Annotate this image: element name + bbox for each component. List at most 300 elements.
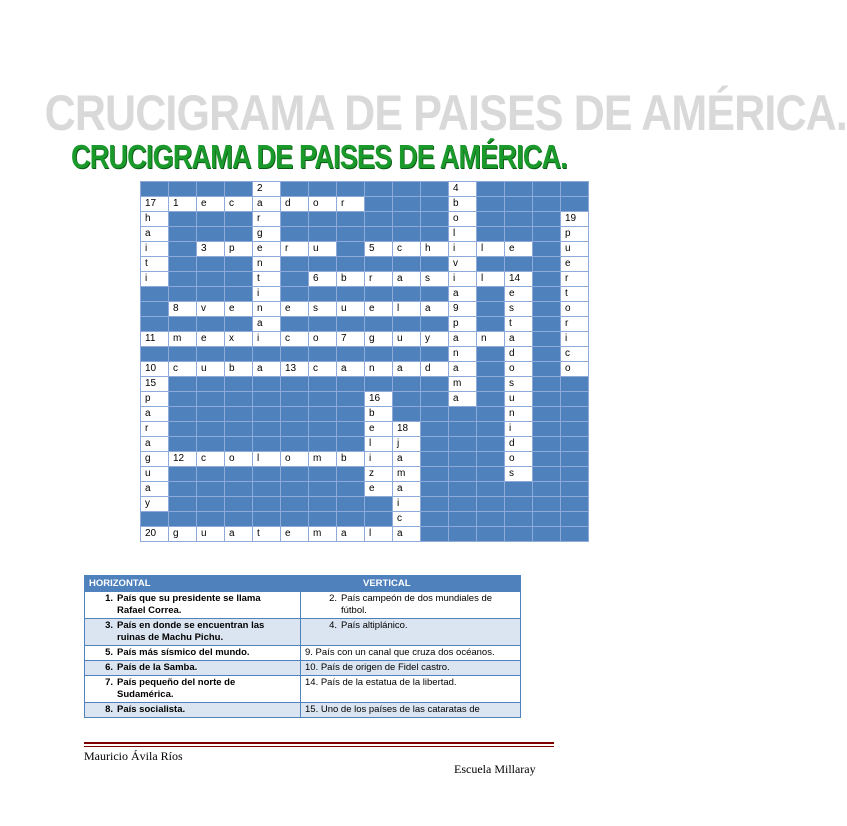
grid-cell	[253, 467, 281, 482]
clue-text: 14. País de la estatua de la libertad.	[305, 677, 457, 688]
grid-cell: 20	[141, 527, 169, 542]
grid-cell	[337, 212, 365, 227]
grid-row	[141, 212, 589, 227]
grid-cell	[253, 422, 281, 437]
grid-cell	[309, 347, 337, 362]
horizontal-clue	[85, 646, 301, 661]
grid-cell: 16	[365, 392, 393, 407]
grid-cell	[505, 212, 533, 227]
grid-cell: h	[141, 212, 169, 227]
grid-cell: 3	[197, 242, 225, 257]
grid-cell: g	[169, 527, 197, 542]
grid-row	[141, 392, 589, 407]
grid-cell: e	[197, 197, 225, 212]
grid-cell	[337, 317, 365, 332]
grid-cell	[197, 347, 225, 362]
grid-cell: s	[309, 302, 337, 317]
grid-cell	[505, 257, 533, 272]
grid-row	[141, 287, 589, 302]
grid-cell: i	[505, 422, 533, 437]
grid-row	[141, 482, 589, 497]
grid-cell: y	[421, 332, 449, 347]
grid-cell	[533, 467, 561, 482]
grid-cell: p	[225, 242, 253, 257]
grid-cell: 8	[169, 302, 197, 317]
footer-rule	[84, 742, 554, 744]
horizontal-clue	[85, 676, 301, 703]
grid-cell: y	[141, 497, 169, 512]
clue-text: País campeón de dos mundiales de fútbol.	[341, 593, 493, 616]
grid-cell: a	[449, 287, 477, 302]
grid-cell	[393, 227, 421, 242]
grid-cell: d	[505, 437, 533, 452]
grid-cell	[421, 377, 449, 392]
clue-number: 1.	[105, 593, 113, 604]
grid-cell	[309, 182, 337, 197]
grid-cell	[309, 512, 337, 527]
grid-cell	[561, 527, 589, 542]
grid-cell	[449, 437, 477, 452]
grid-cell: a	[421, 302, 449, 317]
vertical-clue	[301, 661, 521, 676]
grid-cell	[309, 227, 337, 242]
grid-cell	[393, 407, 421, 422]
grid-cell: o	[449, 212, 477, 227]
grid-cell	[253, 512, 281, 527]
grid-cell	[309, 377, 337, 392]
clue-text: País de la Samba.	[117, 662, 198, 673]
grid-cell: a	[505, 332, 533, 347]
grid-cell	[533, 272, 561, 287]
grid-row	[141, 347, 589, 362]
grid-cell: i	[141, 242, 169, 257]
grid-cell	[309, 257, 337, 272]
grid-cell	[365, 197, 393, 212]
grid-cell	[309, 497, 337, 512]
grid-cell	[365, 182, 393, 197]
crossword-grid	[140, 181, 589, 542]
grid-cell: i	[365, 452, 393, 467]
vertical-clue	[301, 592, 521, 619]
grid-cell: n	[449, 347, 477, 362]
grid-cell	[505, 512, 533, 527]
grid-cell	[225, 347, 253, 362]
grid-cell	[449, 512, 477, 527]
grid-cell: e	[281, 527, 309, 542]
grid-cell	[561, 482, 589, 497]
grid-cell: t	[253, 272, 281, 287]
grid-cell	[337, 377, 365, 392]
grid-cell	[169, 182, 197, 197]
grid-cell	[225, 422, 253, 437]
grid-cell	[281, 227, 309, 242]
grid-cell	[393, 377, 421, 392]
grid-cell: m	[449, 377, 477, 392]
grid-cell	[477, 482, 505, 497]
grid-cell	[197, 407, 225, 422]
grid-cell: i	[253, 332, 281, 347]
grid-cell	[365, 317, 393, 332]
grid-cell	[421, 527, 449, 542]
grid-cell	[281, 347, 309, 362]
grid-cell	[533, 212, 561, 227]
horizontal-clue	[85, 592, 301, 619]
grid-cell: z	[365, 467, 393, 482]
grid-cell	[141, 302, 169, 317]
grid-cell: n	[365, 362, 393, 377]
grid-cell	[225, 497, 253, 512]
grid-cell: u	[197, 362, 225, 377]
grid-cell	[169, 497, 197, 512]
clue-text: País pequeño del norte de Sudamérica.	[117, 677, 236, 700]
grid-cell	[309, 392, 337, 407]
grid-cell	[533, 452, 561, 467]
grid-cell: a	[393, 527, 421, 542]
grid-cell	[421, 512, 449, 527]
grid-cell: i	[449, 272, 477, 287]
grid-cell	[309, 407, 337, 422]
grid-cell: a	[393, 362, 421, 377]
grid-cell: a	[141, 407, 169, 422]
grid-cell	[365, 377, 393, 392]
grid-cell	[421, 287, 449, 302]
grid-cell	[309, 482, 337, 497]
grid-cell: e	[365, 422, 393, 437]
clue-number: 8.	[105, 704, 113, 715]
grid-cell: u	[141, 467, 169, 482]
grid-cell: a	[141, 437, 169, 452]
grid-cell: u	[309, 242, 337, 257]
horizontal-header: HORIZONTAL	[85, 576, 301, 592]
grid-cell: o	[281, 452, 309, 467]
grid-cell: s	[505, 302, 533, 317]
vertical-clue	[301, 676, 521, 703]
grid-row	[141, 227, 589, 242]
grid-cell: o	[561, 362, 589, 377]
grid-cell: b	[225, 362, 253, 377]
grid-cell: 11	[141, 332, 169, 347]
grid-cell: 5	[365, 242, 393, 257]
grid-cell: a	[253, 317, 281, 332]
grid-cell: a	[393, 272, 421, 287]
grid-cell	[505, 227, 533, 242]
grid-cell	[421, 422, 449, 437]
grid-cell	[561, 422, 589, 437]
grid-cell	[169, 317, 197, 332]
grid-cell	[281, 467, 309, 482]
grid-cell	[141, 287, 169, 302]
grid-cell: e	[281, 302, 309, 317]
grid-cell: l	[393, 302, 421, 317]
grid-cell	[533, 497, 561, 512]
grid-cell: o	[309, 332, 337, 347]
grid-cell	[169, 437, 197, 452]
grid-row	[141, 317, 589, 332]
grid-cell	[281, 497, 309, 512]
grid-cell: o	[505, 362, 533, 377]
grid-cell	[533, 287, 561, 302]
grid-cell: e	[505, 287, 533, 302]
grid-cell: i	[393, 497, 421, 512]
grid-cell	[477, 197, 505, 212]
grid-cell	[561, 497, 589, 512]
grid-cell	[365, 497, 393, 512]
grid-cell	[365, 227, 393, 242]
grid-row	[141, 512, 589, 527]
grid-cell	[253, 497, 281, 512]
grid-cell	[169, 377, 197, 392]
grid-cell	[309, 422, 337, 437]
grid-cell	[505, 482, 533, 497]
grid-cell	[169, 287, 197, 302]
grid-cell	[365, 287, 393, 302]
grid-cell: 1	[169, 197, 197, 212]
grid-cell: 4	[449, 182, 477, 197]
grid-cell: l	[253, 452, 281, 467]
grid-cell: a	[449, 362, 477, 377]
grid-cell	[281, 257, 309, 272]
grid-cell	[169, 407, 197, 422]
grid-cell	[421, 347, 449, 362]
grid-cell: g	[253, 227, 281, 242]
grid-row	[141, 452, 589, 467]
grid-cell: 10	[141, 362, 169, 377]
grid-cell: n	[505, 407, 533, 422]
clue-number: 4.	[329, 620, 337, 631]
clue-text: País que su presidente se llama Rafael Correa.	[117, 593, 261, 616]
grid-cell: 13	[281, 362, 309, 377]
grid-cell	[253, 407, 281, 422]
grid-cell	[477, 227, 505, 242]
grid-cell	[477, 377, 505, 392]
grid-cell	[393, 347, 421, 362]
grid-cell	[477, 347, 505, 362]
grid-cell	[449, 422, 477, 437]
grid-cell: c	[197, 452, 225, 467]
grid-cell: l	[477, 242, 505, 257]
grid-cell	[169, 347, 197, 362]
grid-cell	[533, 302, 561, 317]
grid-cell	[253, 482, 281, 497]
grid-cell: e	[225, 302, 253, 317]
grid-cell	[281, 182, 309, 197]
clue-number: 7.	[105, 677, 113, 688]
grid-cell: n	[253, 302, 281, 317]
grid-cell	[421, 452, 449, 467]
grid-cell: e	[505, 242, 533, 257]
grid-cell	[533, 482, 561, 497]
grid-cell	[309, 317, 337, 332]
grid-cell: d	[505, 347, 533, 362]
grid-cell	[561, 377, 589, 392]
grid-cell	[505, 497, 533, 512]
grid-cell	[477, 407, 505, 422]
grid-cell: v	[449, 257, 477, 272]
grid-cell	[421, 212, 449, 227]
grid-cell	[477, 527, 505, 542]
title-shadow: CRUCIGRAMA DE PAISES DE AMÉRICA.	[44, 85, 847, 141]
grid-cell	[225, 272, 253, 287]
grid-cell	[477, 512, 505, 527]
grid-cell	[561, 197, 589, 212]
grid-cell	[533, 422, 561, 437]
grid-cell	[533, 527, 561, 542]
grid-cell	[169, 467, 197, 482]
grid-cell	[561, 452, 589, 467]
grid-cell	[365, 347, 393, 362]
grid-cell	[141, 347, 169, 362]
grid-cell	[225, 407, 253, 422]
vertical-clue	[301, 703, 521, 718]
grid-cell: 6	[309, 272, 337, 287]
grid-cell: a	[225, 527, 253, 542]
grid-cell	[477, 422, 505, 437]
grid-cell: r	[365, 272, 393, 287]
grid-cell	[309, 437, 337, 452]
grid-cell: t	[253, 527, 281, 542]
grid-cell	[281, 407, 309, 422]
clue-text: 10. País de origen de Fidel castro.	[305, 662, 450, 673]
grid-cell: a	[393, 452, 421, 467]
grid-cell: l	[365, 437, 393, 452]
grid-cell	[533, 332, 561, 347]
grid-cell: v	[197, 302, 225, 317]
grid-cell	[505, 197, 533, 212]
horizontal-clue	[85, 661, 301, 676]
grid-cell: t	[561, 287, 589, 302]
grid-cell	[337, 437, 365, 452]
grid-cell	[477, 392, 505, 407]
grid-cell: m	[309, 527, 337, 542]
grid-row	[141, 272, 589, 287]
grid-cell	[421, 317, 449, 332]
grid-cell	[421, 482, 449, 497]
grid-row	[141, 362, 589, 377]
grid-cell: b	[365, 407, 393, 422]
grid-cell	[421, 497, 449, 512]
grid-cell	[533, 257, 561, 272]
grid-cell	[197, 467, 225, 482]
grid-cell	[533, 197, 561, 212]
grid-cell	[169, 482, 197, 497]
grid-cell	[281, 422, 309, 437]
grid-cell: g	[141, 452, 169, 467]
grid-cell	[393, 392, 421, 407]
clue-row	[85, 592, 521, 619]
grid-cell	[477, 212, 505, 227]
grid-cell	[533, 182, 561, 197]
grid-cell	[141, 182, 169, 197]
clue-text: País en donde se encuentran las ruinas de Machu Pichu.	[117, 620, 265, 643]
grid-cell	[421, 392, 449, 407]
grid-cell: l	[477, 272, 505, 287]
grid-cell	[281, 392, 309, 407]
grid-cell	[253, 377, 281, 392]
grid-row	[141, 302, 589, 317]
grid-cell	[393, 317, 421, 332]
grid-row	[141, 422, 589, 437]
grid-row	[141, 527, 589, 542]
clue-text: País más sísmico del mundo.	[117, 647, 250, 658]
grid-cell: n	[477, 332, 505, 347]
grid-row	[141, 182, 589, 197]
grid-cell	[477, 302, 505, 317]
grid-cell: a	[253, 197, 281, 212]
grid-cell	[337, 497, 365, 512]
grid-cell: c	[561, 347, 589, 362]
grid-cell	[477, 452, 505, 467]
clue-number: 2.	[329, 593, 337, 604]
grid-row	[141, 257, 589, 272]
grid-cell	[253, 437, 281, 452]
grid-cell	[309, 287, 337, 302]
grid-cell	[197, 212, 225, 227]
grid-cell: 12	[169, 452, 197, 467]
grid-cell	[337, 182, 365, 197]
grid-cell: i	[141, 272, 169, 287]
grid-cell: d	[421, 362, 449, 377]
grid-cell: c	[281, 332, 309, 347]
grid-cell	[337, 257, 365, 272]
grid-cell: e	[253, 242, 281, 257]
grid-cell: t	[141, 257, 169, 272]
grid-cell: b	[337, 272, 365, 287]
grid-cell: 19	[561, 212, 589, 227]
clue-row	[85, 646, 521, 661]
grid-cell	[337, 392, 365, 407]
footer-author: Mauricio Ávila Ríos	[84, 749, 183, 763]
grid-cell: u	[393, 332, 421, 347]
grid-cell	[197, 377, 225, 392]
vertical-header: VERTICAL	[301, 576, 521, 592]
grid-cell	[449, 407, 477, 422]
grid-cell: a	[141, 482, 169, 497]
grid-cell	[393, 197, 421, 212]
grid-cell	[197, 422, 225, 437]
grid-cell	[309, 212, 337, 227]
grid-cell	[477, 362, 505, 377]
grid-cell	[225, 287, 253, 302]
grid-row	[141, 497, 589, 512]
grid-cell: g	[365, 332, 393, 347]
grid-cell: 17	[141, 197, 169, 212]
grid-cell	[225, 182, 253, 197]
grid-row	[141, 377, 589, 392]
grid-cell	[281, 437, 309, 452]
grid-cell	[561, 437, 589, 452]
grid-cell: a	[393, 482, 421, 497]
grid-cell	[169, 392, 197, 407]
grid-cell	[197, 272, 225, 287]
grid-cell	[421, 407, 449, 422]
grid-cell	[365, 212, 393, 227]
grid-cell: a	[253, 362, 281, 377]
grid-cell: u	[337, 302, 365, 317]
grid-cell: a	[141, 227, 169, 242]
grid-cell	[533, 347, 561, 362]
clue-text: País socialista.	[117, 704, 186, 715]
grid-cell	[197, 287, 225, 302]
grid-cell: i	[449, 242, 477, 257]
grid-cell: o	[505, 452, 533, 467]
grid-cell: s	[505, 467, 533, 482]
grid-cell: h	[421, 242, 449, 257]
grid-row	[141, 467, 589, 482]
grid-cell: 14	[505, 272, 533, 287]
footer-rule-thin	[84, 746, 554, 747]
grid-cell	[225, 227, 253, 242]
grid-cell: r	[281, 242, 309, 257]
